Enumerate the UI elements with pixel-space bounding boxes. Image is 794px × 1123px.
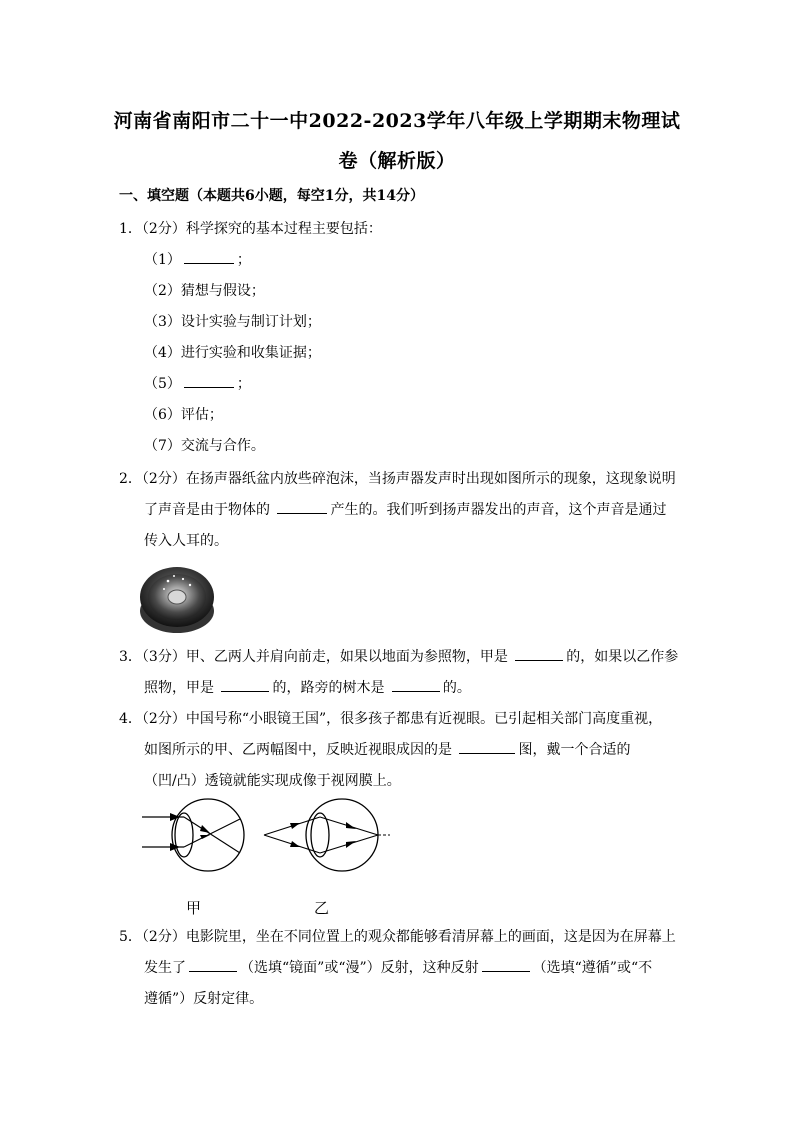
q1-item-1: （1） ； xyxy=(144,249,251,269)
answer-blank xyxy=(482,957,530,972)
q1-item-3: （3）设计实验与制订计划； xyxy=(144,314,321,330)
q2-line3: 传入人耳的。 xyxy=(144,533,228,549)
section-heading: 一、填空题（本题共6小题，每空1分，共14分） xyxy=(119,188,424,204)
figure-label-b: 乙 xyxy=(314,899,330,917)
q5-line3: 遵循”）反射定律。 xyxy=(144,991,264,1007)
q1-item-6: （6）评估； xyxy=(144,407,223,423)
answer-blank xyxy=(184,249,234,264)
speaker-image xyxy=(138,563,216,635)
q4-line2: 如图所示的甲、乙两幅图中，反映近视眼成因的是 图，戴一个合适的 xyxy=(144,739,630,759)
q4-line3: （凹/凸）透镜就能实现成像于视网膜上。 xyxy=(144,773,401,789)
q5-line1: 5．（2分）电影院里，坐在不同位置上的观众都能够看清屏幕上的画面，这是因为在屏幕上 xyxy=(119,929,676,945)
q4-line1: 4．（2分）中国号称“小眼镜王国”，很多孩子都患有近视眼。已引起相关部门高度重视， xyxy=(119,711,663,727)
q2-line1: 2．（2分）在扬声器纸盆内放些碎泡沫，当扬声器发声时出现如图所示的现象，这现象说明 xyxy=(119,471,676,487)
q1-stem: 1．（2分）科学探究的基本过程主要包括： xyxy=(119,221,382,237)
answer-blank xyxy=(221,677,269,692)
q1-item-2: （2）猜想与假设； xyxy=(144,283,265,299)
answer-blank xyxy=(184,373,234,388)
q1-item-7: （7）交流与合作。 xyxy=(144,438,265,454)
q3-line1: 3．（3分）甲、乙两人并肩向前走，如果以地面为参照物，甲是 的，如果以乙作参 xyxy=(119,646,678,666)
q5-line2: 发生了 （选填“镜面”或“漫”）反射，这种反射 （选填“遵循”或“不 xyxy=(144,957,652,977)
q2-line2: 了声音是由于物体的 产生的。我们听到扬声器发出的声音，这个声音是通过 xyxy=(144,499,666,519)
answer-blank xyxy=(515,646,563,661)
answer-blank xyxy=(277,499,327,514)
answer-blank xyxy=(392,677,440,692)
q3-line2: 照物，甲是 的，路旁的树木是 的。 xyxy=(144,677,471,697)
page-title-line1: 河南省南阳市二十一中2022-2023学年八年级上学期期末物理试 xyxy=(113,110,681,132)
eye-diagram-a xyxy=(140,795,250,885)
q1-item-5: （5） ； xyxy=(144,373,251,393)
answer-blank xyxy=(459,739,515,754)
page-title-line2: 卷（解析版） xyxy=(338,150,456,172)
q1-item-4: （4）进行实验和收集证据； xyxy=(144,345,321,361)
answer-blank xyxy=(189,957,237,972)
figure-label-a: 甲 xyxy=(186,899,202,917)
eye-diagram-b xyxy=(262,795,397,885)
